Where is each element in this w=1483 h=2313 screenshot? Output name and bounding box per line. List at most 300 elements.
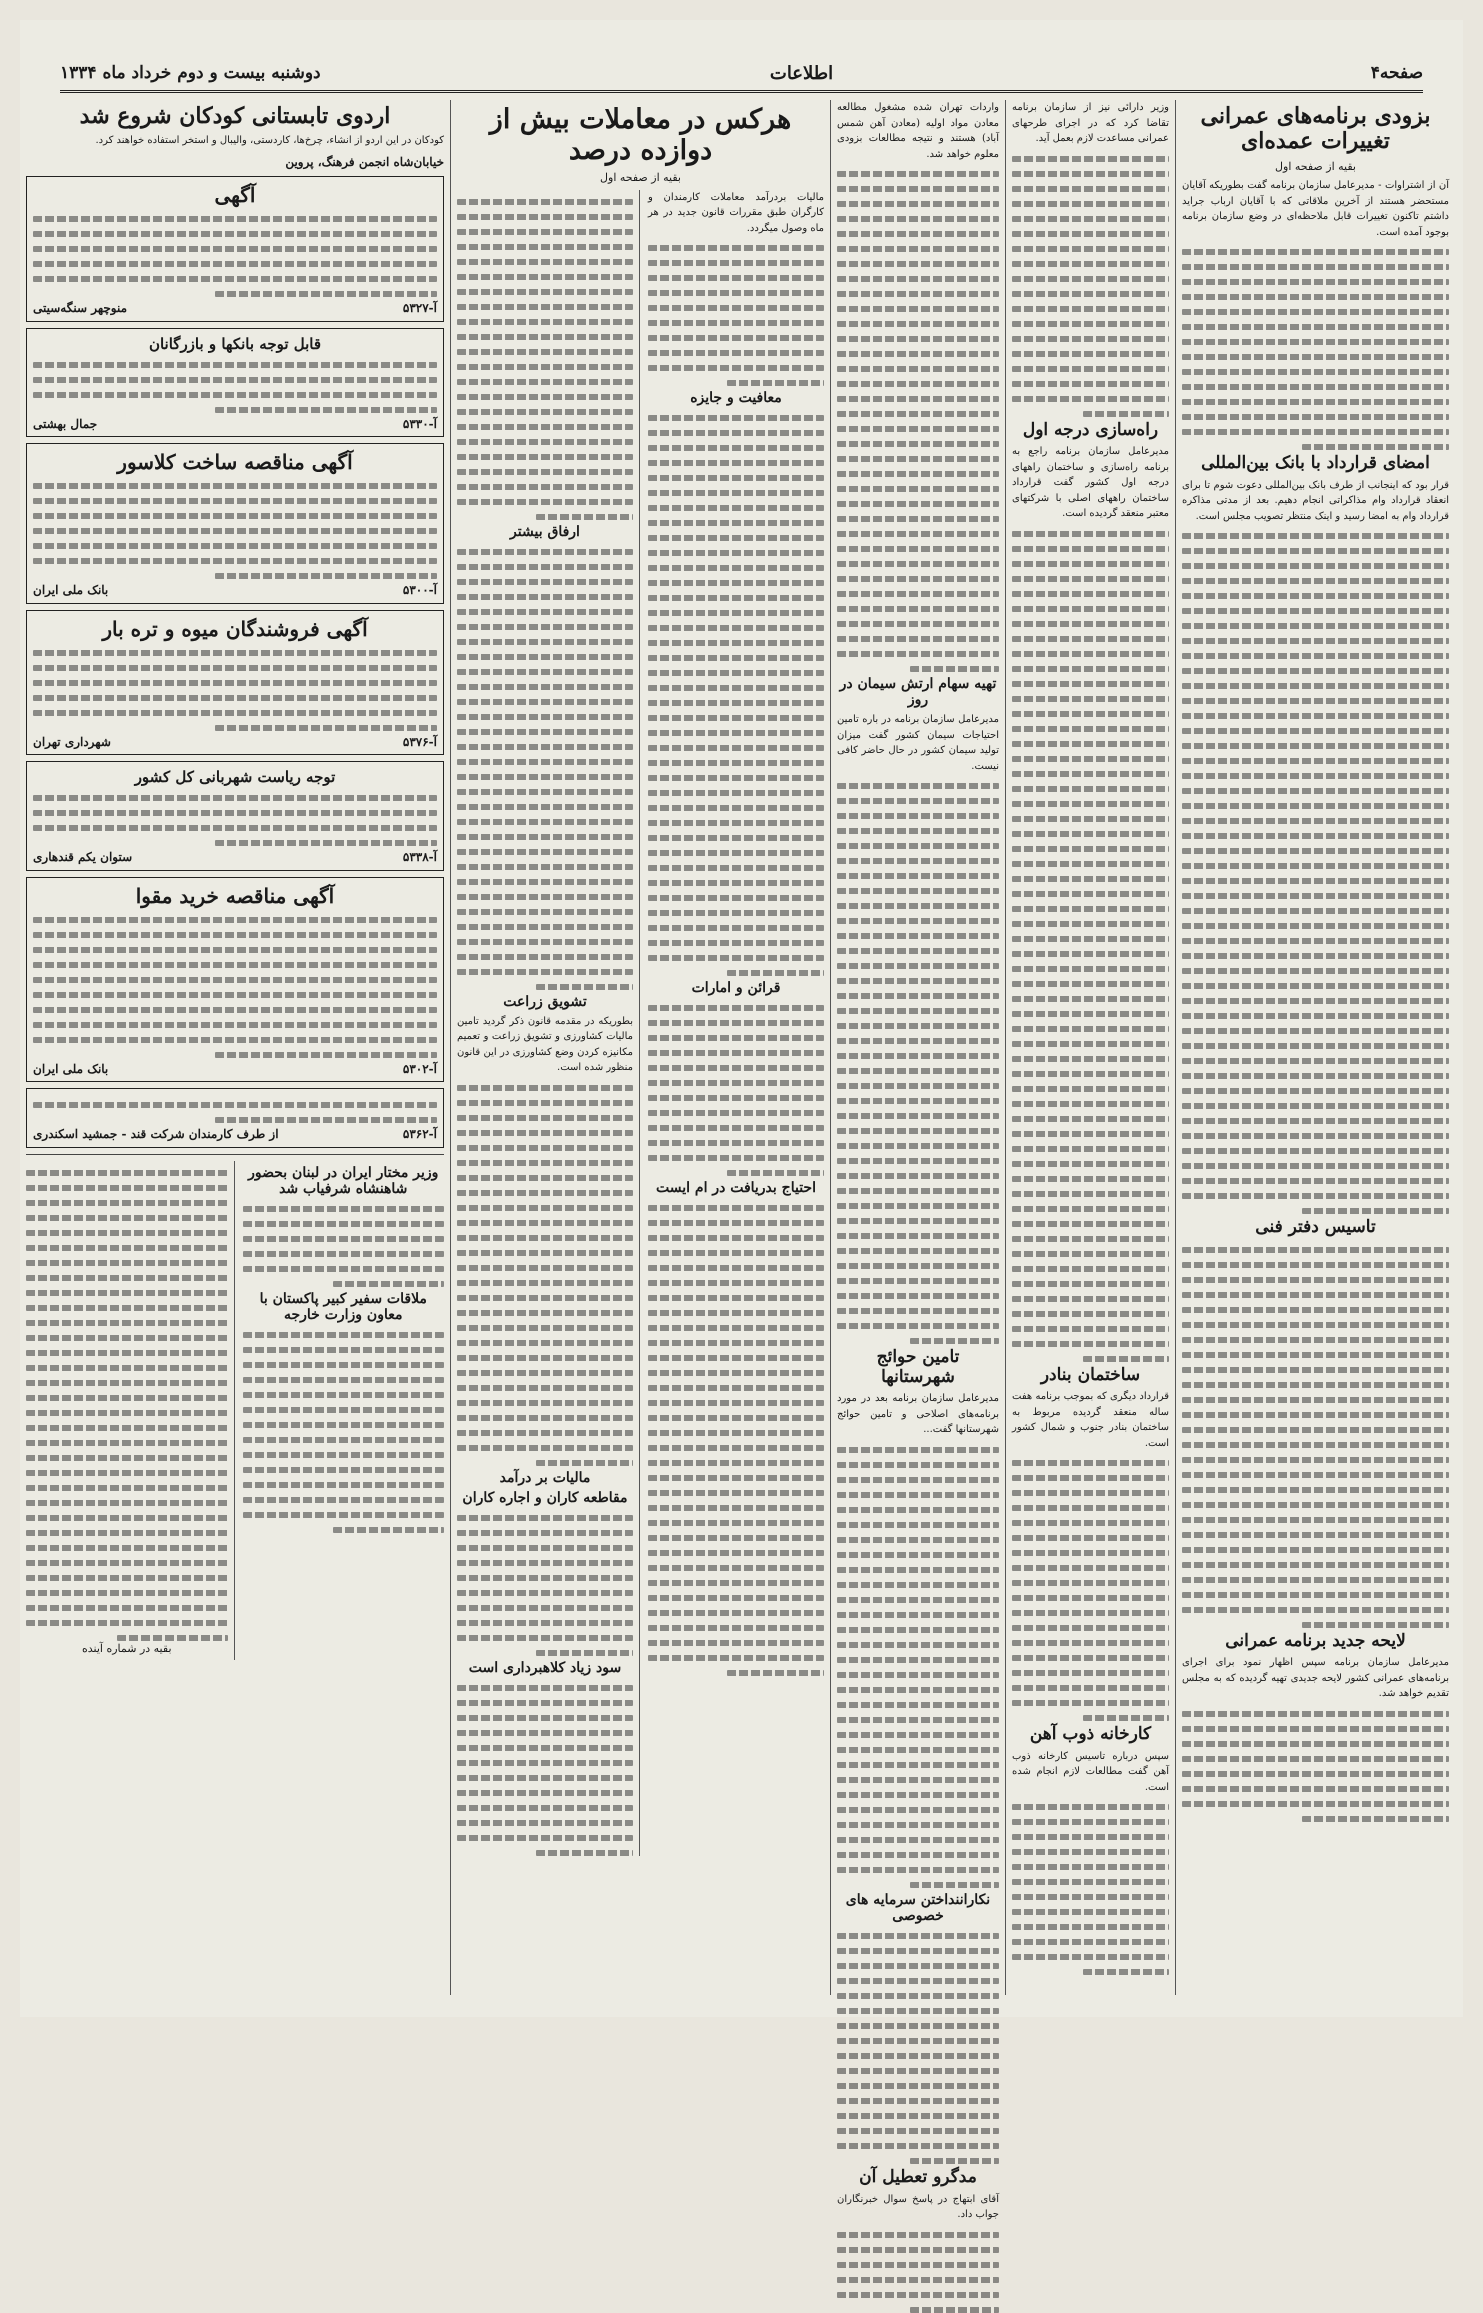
- text-line: [1012, 1326, 1169, 1332]
- text-line: [33, 498, 437, 504]
- text-line: [837, 813, 999, 819]
- text-line: [1012, 531, 1169, 537]
- text-line: [457, 364, 633, 370]
- text-line: [1012, 801, 1169, 807]
- text-line: [1182, 1457, 1449, 1463]
- text-block: [1182, 1247, 1449, 1628]
- text-line: [1012, 1804, 1169, 1810]
- text-line: [1012, 1101, 1169, 1107]
- text-line: [536, 514, 633, 520]
- text-line: [648, 1050, 824, 1056]
- text-line: [1012, 171, 1169, 177]
- text-line: [648, 715, 824, 721]
- text-line: [457, 349, 633, 355]
- text-line: [648, 275, 824, 281]
- text-block: [837, 2232, 999, 2313]
- text-line: [1012, 216, 1169, 222]
- text-line: [1012, 1565, 1169, 1571]
- text-line: [457, 379, 633, 385]
- text-line: [1182, 878, 1449, 884]
- text-line: [1182, 1786, 1449, 1792]
- ad-title: آگهی مناقصه خرید مقوا: [135, 883, 335, 908]
- text-line: [837, 1567, 999, 1573]
- text-line: [243, 1377, 445, 1383]
- text-line: [1012, 861, 1169, 867]
- text-line: [243, 1497, 445, 1503]
- text-line: [33, 932, 437, 938]
- text-line: [837, 2098, 999, 2104]
- text-line: [837, 798, 999, 804]
- text-line: [648, 1400, 824, 1406]
- text-line: [457, 564, 633, 570]
- text-line: [117, 1635, 228, 1641]
- text-line: [837, 1462, 999, 1468]
- text-line: [26, 1380, 228, 1386]
- text-line: [243, 1236, 445, 1242]
- text-line: [1182, 1801, 1449, 1807]
- text-line: [457, 669, 633, 675]
- text-line: [457, 1545, 633, 1551]
- text-line: [33, 650, 437, 656]
- text-line: [1012, 1610, 1169, 1616]
- text-line: [648, 1595, 824, 1601]
- text-line: [1012, 786, 1169, 792]
- text-line: [457, 1700, 633, 1706]
- text-line: [457, 774, 633, 780]
- text-line: [1182, 369, 1449, 375]
- text-line: [837, 1522, 999, 1528]
- signoff: [26, 155, 444, 171]
- text-line: [457, 1085, 633, 1091]
- text-line: [837, 963, 999, 969]
- text-line: [536, 984, 633, 990]
- text-line: [648, 260, 824, 266]
- text-block: [1012, 1460, 1169, 1721]
- text-block: [33, 483, 437, 579]
- text-line: [457, 1220, 633, 1226]
- ad-code: آ-۵۳۳۰: [402, 416, 437, 431]
- text-line: [1182, 1193, 1449, 1199]
- text-line: [333, 1527, 444, 1533]
- text-line: [837, 1293, 999, 1299]
- text-line: [457, 394, 633, 400]
- text-line: [457, 1325, 633, 1331]
- text-line: [1012, 1266, 1169, 1272]
- article-text: بطوریکه در مقدمه قانون ذکر گردید تامین مالیات کشاورزی و تشویق زراعت و تعمیم مکانیزه کردن وضع کشاورزی در این قانون منظور شده است.: [457, 1015, 633, 1074]
- text-line: [648, 535, 824, 541]
- text-line: [837, 1672, 999, 1678]
- text-block: [837, 1447, 999, 1888]
- text-line: [648, 520, 824, 526]
- text-line: [1012, 1071, 1169, 1077]
- text-line: [1182, 548, 1449, 554]
- text-line: [457, 1370, 633, 1376]
- text-line: [648, 305, 824, 311]
- text-line: [1012, 1116, 1169, 1122]
- text-line: [243, 1251, 445, 1257]
- text-line: [457, 1130, 633, 1136]
- text-line: [648, 910, 824, 916]
- article-text: مدیرعامل سازمان برنامه بعد در مورد برنامه‌های اصلاحی و تامین حوائج شهرستانها گفت...: [837, 1393, 999, 1436]
- text-line: [457, 1730, 633, 1736]
- text-block: [457, 1085, 633, 1466]
- text-line: [457, 699, 633, 705]
- text-line: [1012, 1281, 1169, 1287]
- text-block: [837, 171, 999, 672]
- text-line: [457, 1445, 633, 1451]
- text-line: [1182, 758, 1449, 764]
- text-line: [837, 636, 999, 642]
- text-line: [215, 1052, 437, 1058]
- text-line: [457, 469, 633, 475]
- text-line: [457, 819, 633, 825]
- subheading-ports: ساختمان بنادر: [1040, 1364, 1141, 1385]
- text-line: [243, 1467, 445, 1473]
- text-line: [1012, 1685, 1169, 1691]
- continued-note: بقیه از صفحه اول: [600, 171, 681, 185]
- text-line: [648, 790, 824, 796]
- text-line: [457, 1835, 633, 1841]
- text-line: [26, 1200, 228, 1206]
- text-line: [837, 291, 999, 297]
- subheading-farming: تشویق زراعت: [503, 993, 587, 1010]
- text-line: [648, 415, 824, 421]
- text-line: [1182, 668, 1449, 674]
- subheading-income-need: احتیاج بدریافت در ام ایست: [656, 1180, 816, 1197]
- news-left: [243, 1161, 445, 1661]
- text-line: [648, 580, 824, 586]
- text-line: [837, 1837, 999, 1843]
- text-line: [26, 1410, 228, 1416]
- text-line: [457, 1685, 633, 1691]
- text-line: [333, 1281, 444, 1287]
- column-3: [830, 100, 1005, 2221]
- text-line: [648, 1295, 824, 1301]
- text-line: [243, 1392, 445, 1398]
- text-line: [837, 1113, 999, 1119]
- ad-box: [26, 877, 444, 1083]
- text-line: [1012, 1550, 1169, 1556]
- text-line: [910, 2307, 999, 2313]
- subheading-tech-office: تاسیس دفتر فنی: [1255, 1217, 1376, 1238]
- text-line: [33, 1007, 437, 1013]
- text-line: [1012, 1864, 1169, 1870]
- text-line: [1182, 1487, 1449, 1493]
- text-line: [457, 789, 633, 795]
- ad-signature: شهرداری تهران: [33, 734, 111, 749]
- text-line: [1012, 606, 1169, 612]
- text-line: [1012, 936, 1169, 942]
- text-line: [243, 1452, 445, 1458]
- headline-envoy: وزیر مختار ایران در لبنان بحضور شاهنشاه شرفیاب شد: [248, 1164, 439, 1197]
- text-line: [837, 1507, 999, 1513]
- text-line: [33, 1037, 437, 1043]
- text-line: [837, 531, 999, 537]
- text-line: [1012, 636, 1169, 642]
- text-line: [457, 499, 633, 505]
- text-line: [837, 783, 999, 789]
- text-line: [26, 1560, 228, 1566]
- text-line: [648, 835, 824, 841]
- text-block: [1182, 249, 1449, 450]
- ad-signature: جمال بهشتی: [33, 416, 98, 431]
- text-line: [536, 1650, 633, 1656]
- text-line: [1182, 1058, 1449, 1064]
- text-line: [648, 1580, 824, 1586]
- text-line: [648, 1080, 824, 1086]
- text-line: [457, 1400, 633, 1406]
- text-line: [243, 1437, 445, 1443]
- text-line: [33, 246, 437, 252]
- text-line: [648, 1655, 824, 1661]
- text-line: [837, 201, 999, 207]
- text-line: [837, 1068, 999, 1074]
- text-line: [1182, 938, 1449, 944]
- text-line: [1182, 1502, 1449, 1508]
- text-line: [837, 2128, 999, 2134]
- news-right: [26, 1161, 235, 1661]
- text-line: [33, 1022, 437, 1028]
- text-line: [26, 1590, 228, 1596]
- text-line: [1012, 921, 1169, 927]
- text-line: [837, 216, 999, 222]
- subheading-steel-mill: کارخانه ذوب آهن: [1029, 1724, 1152, 1745]
- text-line: [648, 1430, 824, 1436]
- text-line: [1182, 429, 1449, 435]
- text-line: [457, 274, 633, 280]
- text-line: [457, 924, 633, 930]
- text-line: [648, 685, 824, 691]
- ad-box: [26, 610, 444, 756]
- text-line: [837, 1278, 999, 1284]
- text-line: [648, 820, 824, 826]
- text-line: [33, 810, 437, 816]
- text-line: [1302, 1208, 1449, 1214]
- text-line: [457, 744, 633, 750]
- text-line: [457, 454, 633, 460]
- ad-box: [26, 328, 444, 438]
- text-line: [837, 231, 999, 237]
- text-line: [1182, 1547, 1449, 1553]
- text-line: [1012, 696, 1169, 702]
- text-line: [457, 484, 633, 490]
- text-line: [648, 880, 824, 886]
- text-block: [457, 199, 633, 520]
- text-line: [26, 1260, 228, 1266]
- text-line: [33, 261, 437, 267]
- text-line: [837, 1867, 999, 1873]
- text-line: [837, 1203, 999, 1209]
- text-line: [243, 1422, 445, 1428]
- newspaper-page: [20, 20, 1463, 2221]
- text-line: [1182, 953, 1449, 959]
- text-line: [457, 954, 633, 960]
- text-block: [1182, 533, 1449, 1214]
- ad-box: [26, 761, 444, 871]
- text-line: [457, 439, 633, 445]
- text-line: [457, 1115, 633, 1121]
- text-line: [910, 666, 999, 672]
- text-line: [457, 1605, 633, 1611]
- text-line: [457, 729, 633, 735]
- text-block: [1012, 531, 1169, 1362]
- text-line: [648, 625, 824, 631]
- subheading-evidence: قرائن و امارات: [691, 980, 781, 997]
- text-line: [837, 1233, 999, 1239]
- text-line: [457, 259, 633, 265]
- text-line: [648, 1490, 824, 1496]
- text-line: [648, 760, 824, 766]
- text-line: [837, 2023, 999, 2029]
- text-line: [837, 2247, 999, 2253]
- text-line: [33, 795, 437, 801]
- news-bottom: [26, 1161, 444, 1661]
- article-text: قرارداد دیگری که بموجب برنامه هفت ساله منعقد گردیده مربوط به ساختمان بنادر جنوب و شمال کشور است.: [1012, 1391, 1169, 1449]
- text-line: [1182, 249, 1449, 255]
- text-line: [26, 1275, 228, 1281]
- text-block: [837, 783, 999, 1344]
- ad-signature: منوچهر سنگه‌سیتی: [33, 301, 128, 316]
- text-line: [648, 1565, 824, 1571]
- text-line: [457, 549, 633, 555]
- text-line: [457, 714, 633, 720]
- text-line: [837, 1323, 999, 1329]
- text-line: [648, 745, 824, 751]
- subheading-cities: تامین حوائج شهرستانها: [876, 1347, 960, 1387]
- text-line: [648, 1280, 824, 1286]
- text-line: [457, 594, 633, 600]
- text-line: [1182, 1262, 1449, 1268]
- text-line: [457, 969, 633, 975]
- continued-footer: بقیه در شماره آینده: [81, 1641, 172, 1655]
- text-line: [837, 2053, 999, 2059]
- text-line: [457, 244, 633, 250]
- subheading-cement: تهیه سهام ارتش سیمان در روز: [839, 676, 997, 709]
- text-line: [837, 1263, 999, 1269]
- text-line: [837, 903, 999, 909]
- continued-note: بقیه از صفحه اول: [1275, 159, 1356, 173]
- text-line: [457, 1590, 633, 1596]
- text-line: [1182, 983, 1449, 989]
- text-block: [457, 1515, 633, 1656]
- text-line: [1012, 771, 1169, 777]
- article-text: واردات تهران شده مشغول مطالعه معادن مواد اولیه (معادن آهن شمس آباد) هستند و نتیجه مطالعات بزودی معلوم خواهد شد.: [837, 102, 999, 160]
- text-line: [243, 1407, 445, 1413]
- text-line: [457, 214, 633, 220]
- text-line: [837, 1447, 999, 1453]
- text-line: [837, 1537, 999, 1543]
- text-line: [837, 933, 999, 939]
- text-line: [1182, 1307, 1449, 1313]
- text-line: [457, 1430, 633, 1436]
- text-line: [1012, 291, 1169, 297]
- text-line: [1182, 1337, 1449, 1343]
- text-line: [536, 1850, 633, 1856]
- text-line: [1012, 726, 1169, 732]
- text-line: [1182, 1277, 1449, 1283]
- text-line: [910, 2158, 999, 2164]
- article-text: کودکان در این اردو از انشاء، چرخ‌ها، کاردستی، والیبال و استخر استفاده خواهند کرد.: [95, 135, 444, 147]
- text-line: [457, 1340, 633, 1346]
- text-line: [648, 1205, 824, 1211]
- text-line: [1012, 1146, 1169, 1152]
- text-line: [727, 1670, 824, 1676]
- text-line: [648, 1445, 824, 1451]
- text-line: [648, 460, 824, 466]
- text-line: [1182, 968, 1449, 974]
- text-line: [26, 1335, 228, 1341]
- text-line: [1182, 893, 1449, 899]
- text-line: [648, 1005, 824, 1011]
- text-block: [33, 362, 437, 413]
- text-line: [1012, 1056, 1169, 1062]
- text-line: [33, 231, 437, 237]
- text-line: [837, 1993, 999, 1999]
- text-line: [837, 1023, 999, 1029]
- text-line: [837, 1158, 999, 1164]
- text-line: [837, 1083, 999, 1089]
- ad-signature: بانک ملی ایران: [33, 583, 109, 598]
- article-text: مدیرعامل سازمان برنامه راجع به برنامه راه‌سازی و ساختمان راههای درجه اول کشور گفت قرارداد ساختمان راههای اصلی با شرکتهای معتبر منعقد گردیده است.: [1012, 446, 1169, 520]
- text-block: [33, 795, 437, 846]
- text-line: [1012, 1700, 1169, 1706]
- text-line: [648, 565, 824, 571]
- text-line: [457, 1205, 633, 1211]
- text-line: [837, 441, 999, 447]
- text-line: [1012, 1655, 1169, 1661]
- text-line: [26, 1185, 228, 1191]
- text-line: [33, 665, 437, 671]
- text-line: [1182, 593, 1449, 599]
- text-line: [837, 366, 999, 372]
- text-line: [648, 1310, 824, 1316]
- subheading-more-relief: ارفاق بیشتر: [510, 523, 580, 540]
- text-line: [1182, 354, 1449, 360]
- ad-title: توجه ریاست شهربانی کل کشور: [134, 768, 336, 787]
- text-line: [1182, 833, 1449, 839]
- text-line: [1012, 561, 1169, 567]
- text-line: [1012, 996, 1169, 1002]
- text-line: [1012, 336, 1169, 342]
- text-line: [457, 1805, 633, 1811]
- text-line: [1012, 1086, 1169, 1092]
- text-line: [1012, 1520, 1169, 1526]
- text-line: [837, 1143, 999, 1149]
- text-line: [1182, 1562, 1449, 1568]
- text-line: [457, 684, 633, 690]
- text-block: [1012, 156, 1169, 417]
- text-line: [457, 1100, 633, 1106]
- headline-tax: هرکس در معاملات بیش از دوازده درصد: [489, 104, 792, 167]
- text-line: [215, 840, 437, 846]
- text-line: [243, 1362, 445, 1368]
- text-line: [1012, 1176, 1169, 1182]
- text-line: [648, 700, 824, 706]
- text-line: [1182, 608, 1449, 614]
- text-line: [648, 1220, 824, 1226]
- text-line: [727, 380, 824, 386]
- text-line: [837, 1822, 999, 1828]
- text-line: [33, 528, 437, 534]
- column-4: [450, 100, 830, 1995]
- text-line: [1182, 803, 1449, 809]
- text-line: [1182, 384, 1449, 390]
- text-line: [33, 977, 437, 983]
- text-line: [1182, 698, 1449, 704]
- subheading-roads: راه‌سازی درجه اول: [1022, 419, 1159, 440]
- text-line: [648, 670, 824, 676]
- text-line: [457, 1530, 633, 1536]
